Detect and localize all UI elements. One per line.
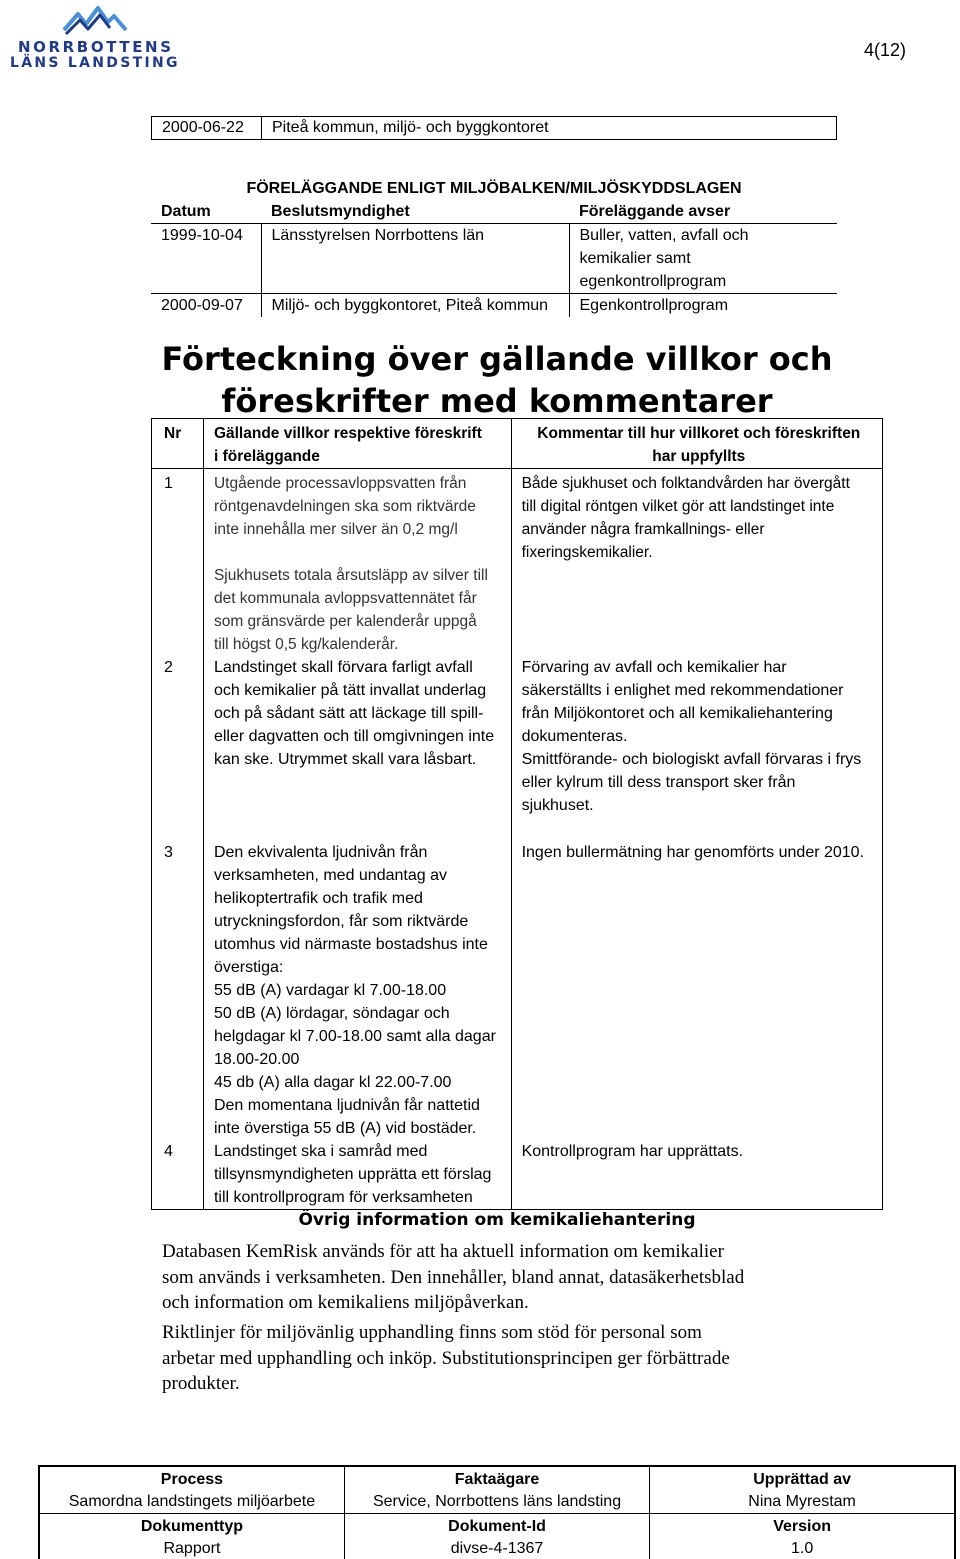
condition-line: 50 dB (A) lördagar, söndagar och bbox=[213, 1005, 450, 1022]
comment-line: dokumenteras. bbox=[521, 728, 628, 745]
orders-col-authority: Beslutsmyndighet bbox=[271, 203, 410, 220]
comment-line: fixeringskemikalier. bbox=[521, 544, 653, 561]
condition-line: Den momentana ljudnivån får nattetid bbox=[213, 1097, 480, 1114]
condition-line: det kommunala avloppsvattennätet får bbox=[213, 590, 477, 607]
condition-line: 18.00-20.00 bbox=[213, 1051, 300, 1068]
header-line: i föreläggande bbox=[213, 448, 320, 465]
condition-comment bbox=[511, 656, 882, 841]
footer-doctype bbox=[39, 1514, 344, 1559]
norrbotten-logo bbox=[8, 4, 178, 70]
condition-comment bbox=[511, 469, 882, 657]
footer-owner-label: Faktaägare bbox=[454, 1471, 540, 1488]
comment-line: Både sjukhuset och folktandvården har övergått bbox=[521, 475, 850, 492]
footer-author bbox=[650, 1466, 955, 1514]
info-line: som används i verksamheten. Den innehåller, bland annat, datasäkerhetsblad bbox=[162, 1266, 745, 1288]
condition-row bbox=[152, 1140, 883, 1210]
logo-text-line2: LÄNS LANDSTING bbox=[10, 55, 180, 71]
comment-line: Förvaring av avfall och kemikalier har bbox=[521, 659, 787, 676]
orders-row bbox=[151, 224, 837, 294]
condition-line: kan ske. Utrymmet skall vara låsbart. bbox=[213, 751, 477, 768]
footer-owner-value: Service, Norrbottens läns landsting bbox=[372, 1493, 622, 1510]
comment-line: använder några framkallnings- eller bbox=[521, 521, 765, 538]
condition-spacer bbox=[214, 541, 505, 564]
condition-line: 55 dB (A) vardagar kl 7.00-18.00 bbox=[213, 982, 447, 999]
condition-line: Utgående processavloppsvatten från bbox=[213, 475, 467, 492]
header-line: Kommentar till hur villkoret och föreskriften bbox=[537, 425, 861, 442]
order-subject-line: kemikalier samt bbox=[579, 250, 691, 267]
comment-line: eller kylrum till dess transport sker från bbox=[521, 774, 796, 791]
document-title bbox=[151, 338, 843, 422]
orders-title: FÖRELÄGGANDE ENLIGT MILJÖBALKEN/MILJÖSKYDDSLAGEN bbox=[246, 180, 742, 197]
comment-line: Smittförande- och biologiskt avfall förvaras i frys bbox=[521, 751, 862, 768]
condition-line: verksamheten, med undantag av bbox=[213, 867, 447, 884]
sender-date: 2000-06-22 bbox=[152, 117, 262, 140]
condition-line: Sjukhusets totala årsutsläpp av silver till bbox=[213, 567, 488, 584]
condition-line: Landstinget ska i samråd med bbox=[213, 1143, 428, 1160]
order-subject bbox=[569, 224, 837, 294]
condition-line: tillsynsmyndigheten upprätta ett förslag bbox=[213, 1166, 492, 1183]
condition-line: utomhus vid närmaste bostadshus inte bbox=[213, 936, 488, 953]
orders-table bbox=[151, 177, 837, 317]
condition-line: 45 db (A) alla dagar kl 22.00-7.00 bbox=[213, 1074, 452, 1091]
condition-row bbox=[152, 469, 883, 657]
condition-text bbox=[203, 656, 511, 841]
info-line: produkter. bbox=[162, 1373, 240, 1394]
comment-line: Ingen bullermätning har genomförts under 2010. bbox=[521, 844, 865, 861]
footer-process-value: Samordna landstingets miljöarbete bbox=[68, 1493, 316, 1510]
condition-row bbox=[152, 841, 883, 1140]
condition-line: som gränsvärde per kalenderår uppgå bbox=[213, 613, 477, 630]
condition-line: överstiga: bbox=[213, 959, 284, 976]
condition-line: och på sådant sätt att läckage till spill- bbox=[213, 705, 484, 722]
condition-nr: 3 bbox=[152, 841, 204, 1140]
order-subject-line: Egenkontrollprogram bbox=[579, 297, 729, 314]
condition-line: Landstinget skall förvara farligt avfall bbox=[213, 659, 473, 676]
footer-docid-value: divse-4-1367 bbox=[450, 1540, 544, 1557]
footer-table bbox=[38, 1465, 956, 1559]
conditions-col-comment bbox=[511, 419, 882, 469]
header-line: har uppfyllts bbox=[652, 448, 746, 465]
order-date: 2000-09-07 bbox=[151, 294, 261, 318]
condition-nr: 4 bbox=[152, 1140, 204, 1210]
footer-author-value: Nina Myrestam bbox=[748, 1493, 856, 1510]
info-line: arbetar med upphandling och inköp. Substitutionsprincipen ger förbättrade bbox=[162, 1347, 730, 1369]
order-subject-line: Buller, vatten, avfall och bbox=[579, 227, 749, 244]
order-date: 1999-10-04 bbox=[151, 224, 261, 294]
condition-line: helgdagar kl 7.00-18.00 samt alla dagar bbox=[213, 1028, 496, 1045]
order-authority: Länsstyrelsen Norrbottens län bbox=[261, 224, 569, 294]
footer-author-label: Upprättad av bbox=[753, 1471, 851, 1488]
condition-line: till kontrollprogram för verksamheten bbox=[213, 1189, 473, 1206]
order-subject bbox=[569, 294, 837, 318]
orders-col-subject: Föreläggande avser bbox=[579, 203, 731, 220]
comment-line: sjukhuset. bbox=[521, 797, 594, 814]
condition-row bbox=[152, 656, 883, 841]
condition-comment bbox=[511, 841, 882, 1140]
condition-text bbox=[203, 469, 511, 657]
condition-comment bbox=[511, 1140, 882, 1210]
conditions-col-nr: Nr bbox=[152, 419, 204, 469]
conditions-table bbox=[151, 418, 883, 1210]
order-authority: Miljö- och byggkontoret, Piteå kommun bbox=[261, 294, 569, 318]
condition-text bbox=[203, 1140, 511, 1210]
condition-line: röntgenavdelningen ska som riktvärde bbox=[213, 498, 476, 515]
conditions-col-condition bbox=[203, 419, 511, 469]
orders-row bbox=[151, 294, 837, 318]
header-line: Gällande villkor respektive föreskrift bbox=[213, 425, 482, 442]
footer-process-label: Process bbox=[160, 1471, 224, 1488]
condition-line: utryckningsfordon, får som riktvärde bbox=[213, 913, 469, 930]
footer-docid-label: Dokument-Id bbox=[448, 1518, 546, 1535]
footer-doctype-value: Rapport bbox=[163, 1540, 221, 1557]
logo-text-line1: NORRBOTTENS bbox=[18, 38, 174, 56]
condition-line: helikoptertrafik och trafik med bbox=[213, 890, 423, 907]
footer-owner bbox=[344, 1466, 649, 1514]
info-heading: Övrig information om kemikaliehantering bbox=[298, 1210, 696, 1230]
sender-table bbox=[151, 116, 837, 140]
comment-line: säkerställts i enlighet med rekommendationer bbox=[521, 682, 844, 699]
document-title-line: föreskrifter med kommentarer bbox=[221, 382, 773, 420]
condition-nr: 1 bbox=[152, 469, 204, 657]
condition-text bbox=[203, 841, 511, 1140]
footer-docid bbox=[344, 1514, 649, 1559]
info-paragraph-1 bbox=[162, 1239, 852, 1316]
footer-process bbox=[39, 1466, 344, 1514]
footer-version bbox=[650, 1514, 955, 1559]
condition-line: och kemikalier på tätt invallat underlag bbox=[213, 682, 487, 699]
sender-name: Piteå kommun, miljö- och byggkontoret bbox=[262, 117, 837, 140]
comment-line: till digital röntgen vilket gör att landstinget inte bbox=[521, 498, 835, 515]
condition-line: inte innehålla mer silver än 0,2 mg/l bbox=[213, 521, 458, 538]
page-number: 4(12) bbox=[863, 40, 906, 60]
condition-nr: 2 bbox=[152, 656, 204, 841]
info-line: och information om kemikaliens miljöpåverkan. bbox=[162, 1292, 529, 1313]
info-line: Databasen KemRisk används för att ha aktuell information om kemikalier bbox=[162, 1241, 724, 1262]
comment-line: från Miljökontoret och all kemikaliehantering bbox=[521, 705, 833, 722]
footer-version-label: Version bbox=[773, 1518, 831, 1535]
footer-doctype-label: Dokumenttyp bbox=[140, 1518, 244, 1535]
order-subject-line: egenkontrollprogram bbox=[579, 273, 727, 290]
footer-version-value: 1.0 bbox=[790, 1540, 814, 1557]
logo-wave-icon bbox=[60, 4, 130, 36]
info-paragraph-2 bbox=[162, 1320, 852, 1397]
condition-line: Den ekvivalenta ljudnivån från bbox=[213, 844, 428, 861]
condition-line: till högst 0,5 kg/kalenderår. bbox=[213, 636, 399, 653]
info-line: Riktlinjer för miljövänlig upphandling finns som stöd för personal som bbox=[162, 1322, 702, 1343]
document-title-line: Förteckning över gällande villkor och bbox=[161, 340, 833, 378]
comment-line: Kontrollprogram har upprättats. bbox=[521, 1143, 744, 1160]
condition-line: eller dagvatten och till omgivningen inte bbox=[213, 728, 495, 745]
orders-col-date: Datum bbox=[161, 203, 211, 220]
condition-line: inte överstiga 55 dB (A) vid bostäder. bbox=[213, 1120, 477, 1137]
